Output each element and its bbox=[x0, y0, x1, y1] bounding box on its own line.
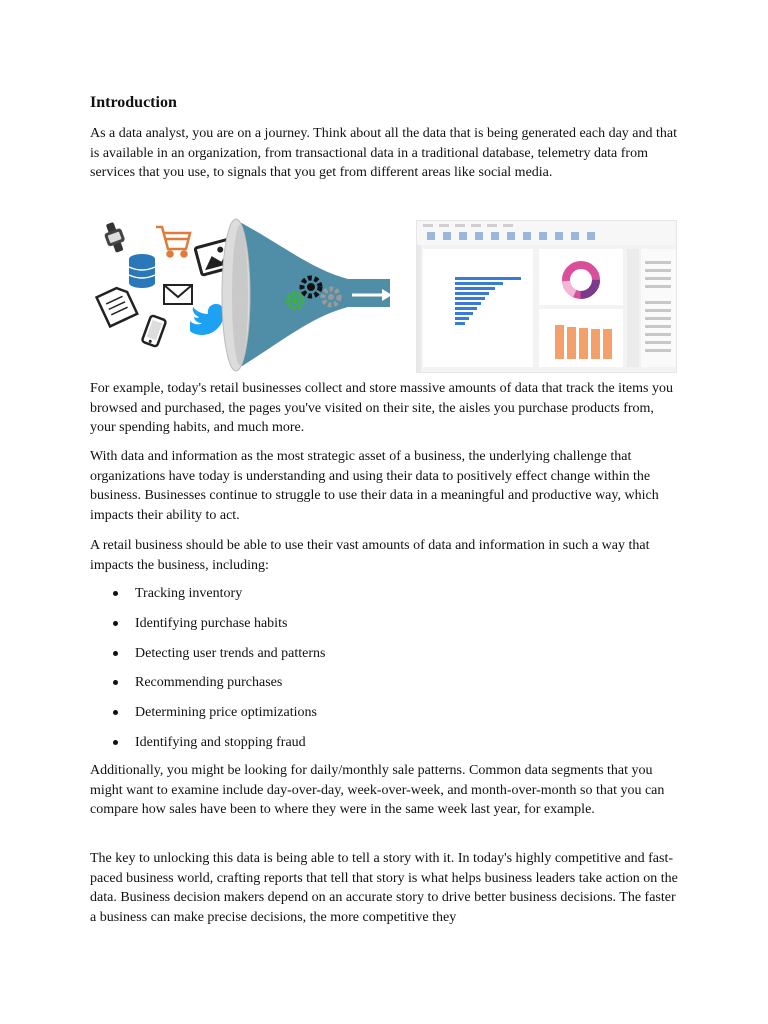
paragraph-strategic-asset: With data and information as the most strategic asset of a business, the underlying challenge that organizations have today is understanding and using their data to positively effect change within the business. Businesses continue to struggle to use their data in a meaningful and productive way, which impacts their ability to act. bbox=[90, 449, 659, 523]
paragraph-storytelling: The key to unlocking this data is being able to tell a story with it. In today's highly competitive and fast-paced business world, crafting reports that tell that story is what helps business leaders take action on the data. Business decision makers depend on an accurate story to drive better business decisions. The faster a business can make precise decisions, the more competitive they bbox=[90, 851, 678, 925]
paragraph-intro: As a data analyst, you are on a journey. Think about all the data that is being generated each day and that is available in an organization, from transactional data in a traditional database, telemetry data from services that you use, to signals that you get from different areas like social media. bbox=[90, 126, 678, 180]
column-chart-thumbnail bbox=[555, 325, 612, 359]
envelope-icon bbox=[164, 285, 192, 304]
list-item: Recommending purchases bbox=[90, 673, 326, 703]
list-item: Identifying purchase habits bbox=[90, 614, 326, 644]
document-icon bbox=[97, 285, 138, 327]
smartwatch-icon bbox=[101, 220, 128, 254]
bullet-list bbox=[90, 584, 326, 763]
list-item: Identifying and stopping fraud bbox=[90, 733, 326, 763]
data-funnel-illustration bbox=[90, 213, 410, 375]
paragraph-retail-example: For example, today's retail businesses collect and store massive amounts of data that track the items you browsed and purchased, the pages you've visited on their site, the aisles you purchase products from, your spending habits, and much more. bbox=[90, 381, 673, 435]
database-icon bbox=[129, 254, 155, 288]
section-heading: Introduction bbox=[90, 94, 177, 111]
paragraph-sale-patterns: Additionally, you might be looking for daily/monthly sale patterns. Common data segments that you might want to examine include day-over-day, week-over-week, and month-over-month so that you can compare how sales have been to where they were in the same week last year, for example. bbox=[90, 763, 665, 817]
shopping-cart-icon bbox=[156, 227, 190, 257]
list-item: Tracking inventory bbox=[90, 584, 326, 614]
paragraph-retail-business: A retail business should be able to use their vast amounts of data and information in such a way that impacts the business, including: bbox=[90, 538, 650, 573]
list-item: Detecting user trends and patterns bbox=[90, 644, 326, 674]
funnel-icon bbox=[222, 219, 392, 371]
phone-icon bbox=[142, 315, 167, 347]
dashboard-thumbnail bbox=[416, 220, 677, 373]
list-item: Determining price optimizations bbox=[90, 703, 326, 733]
